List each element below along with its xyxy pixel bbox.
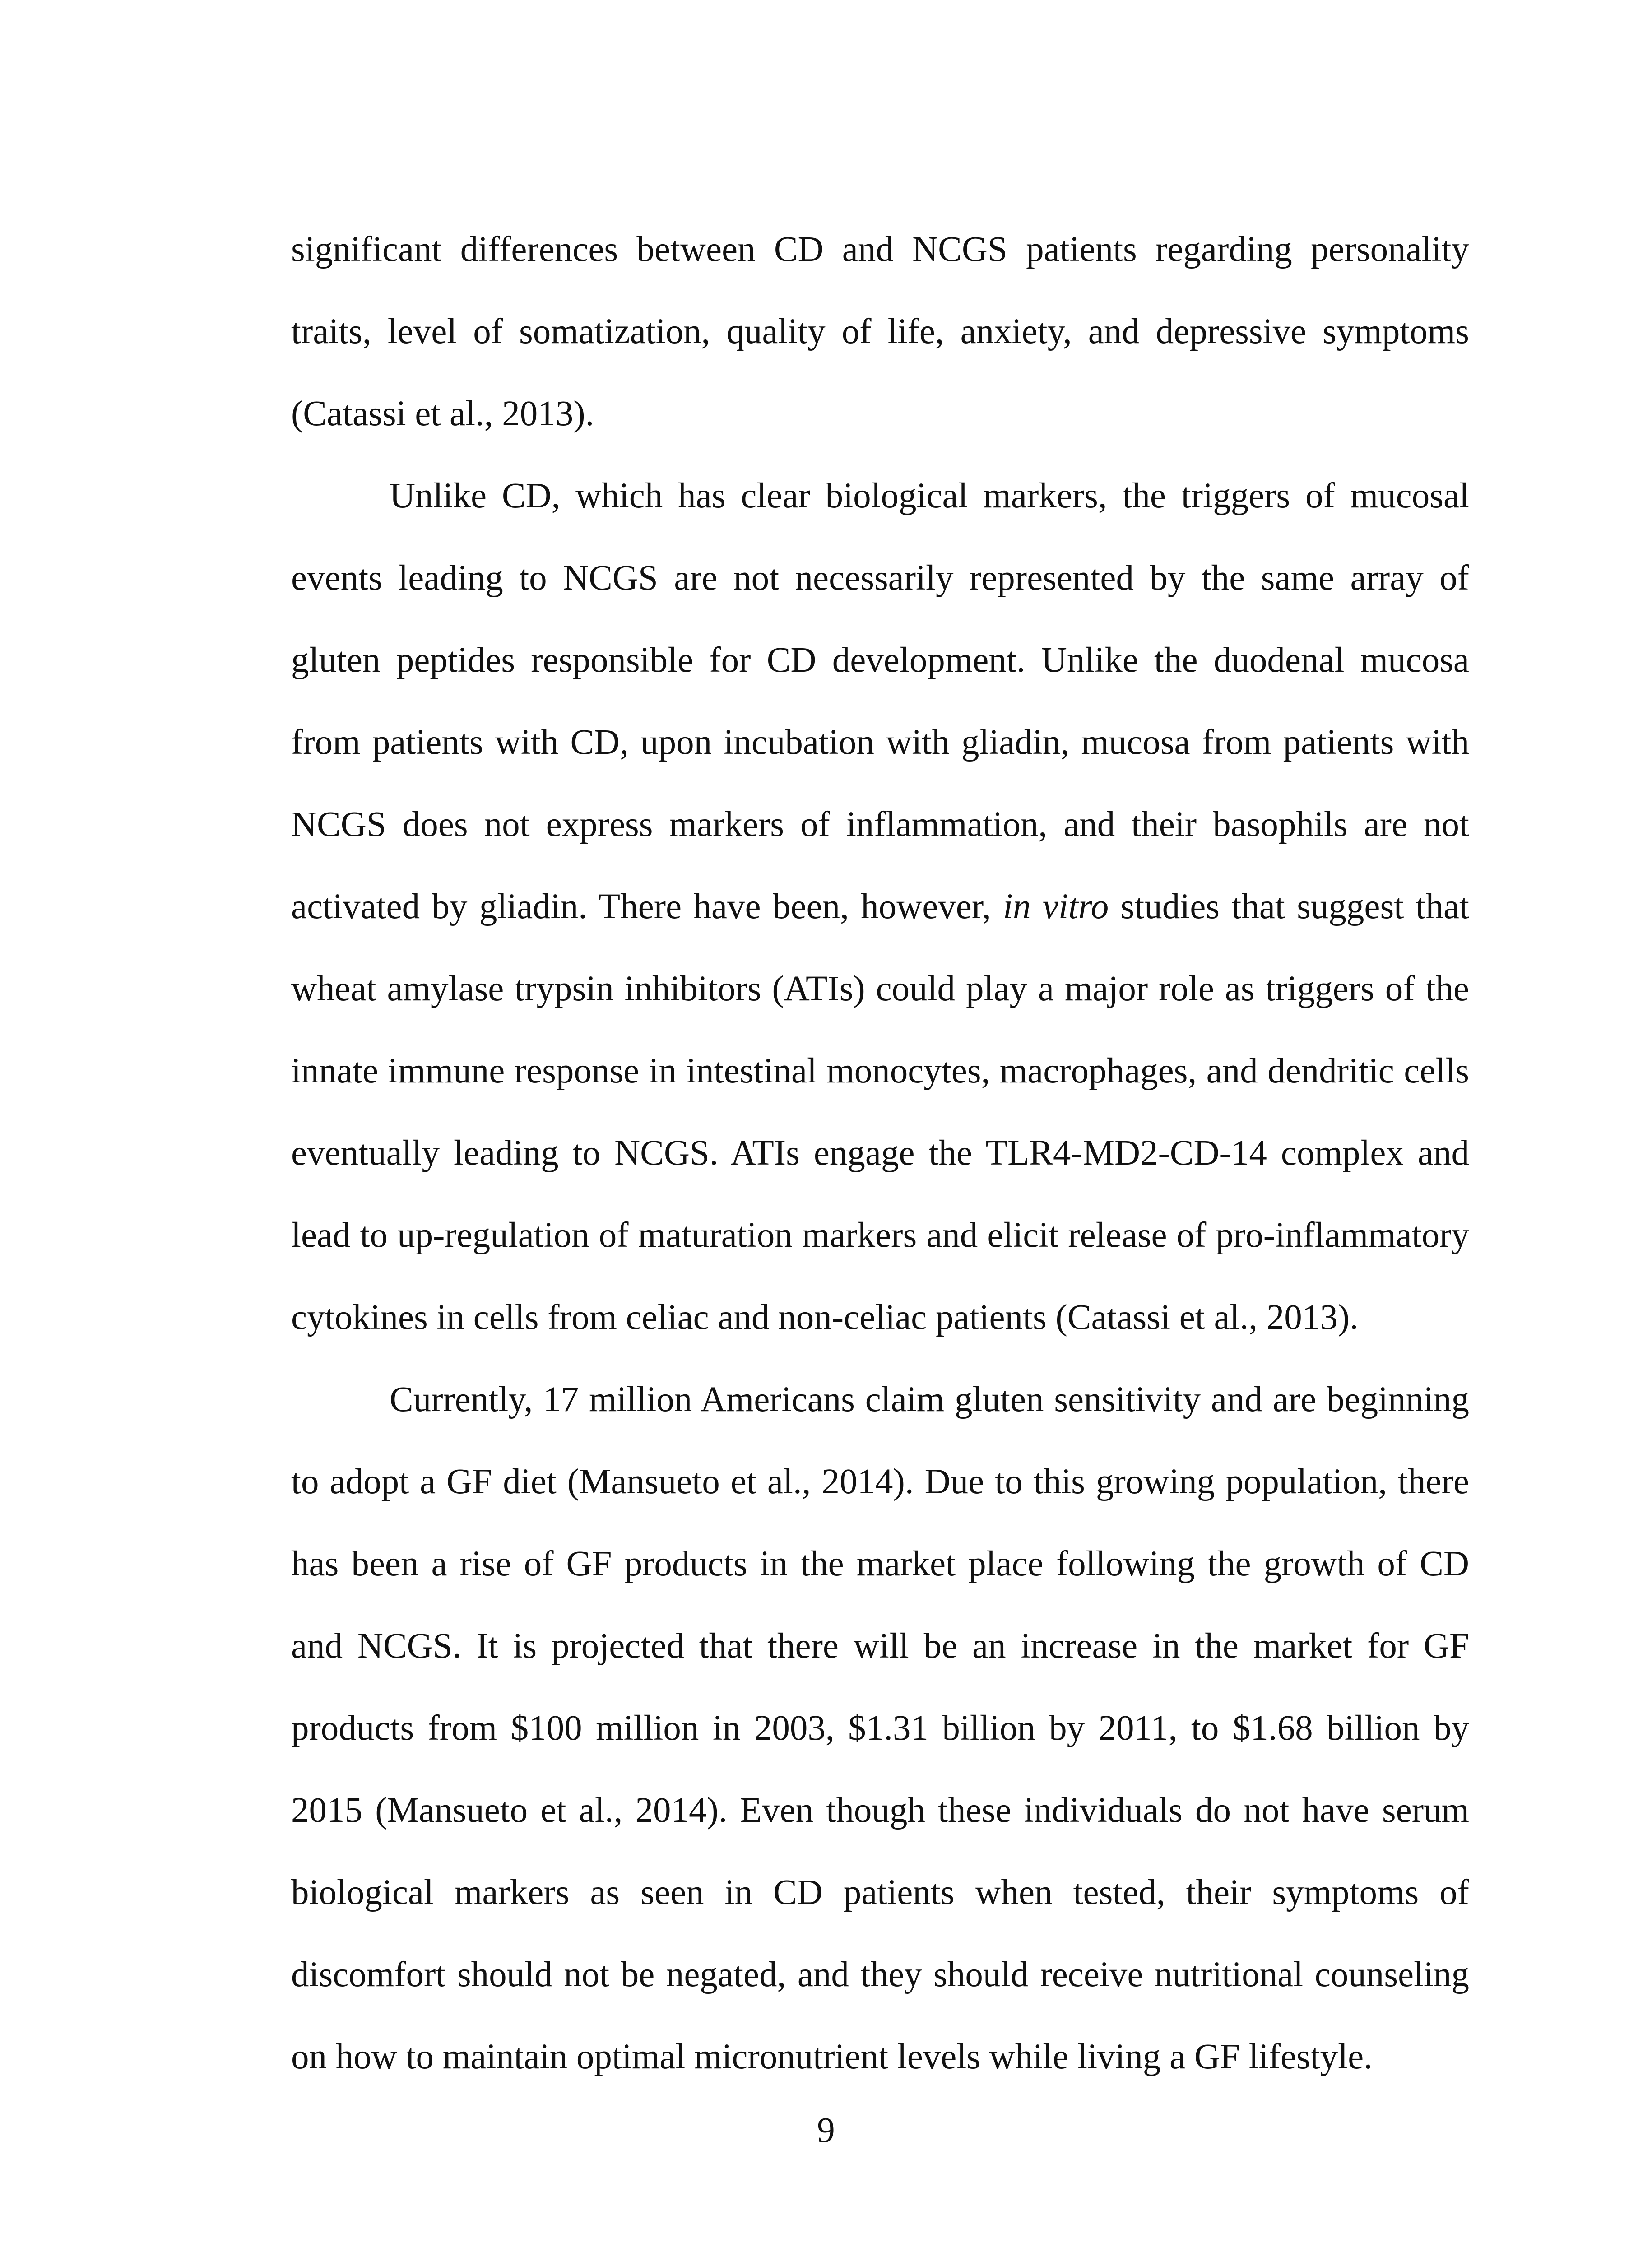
body-text — [291, 209, 1469, 2098]
paragraph-2-text-after-italic: studies that suggest that wheat amylase trypsin inhibitors (ATIs) could play a major role as triggers of the innate immune response in intestinal monocytes, macrophages, and dendritic cells eventually leading to NCGS. ATIs engage the TLR4-MD2-CD-14 complex and lead to up-regulation of maturation markers and elicit release of pro-inflammatory cytokines in cells from celiac and non-celiac patients (Catassi et al., 2013). — [291, 887, 1470, 1337]
paragraph-ncgs-triggers — [291, 455, 1469, 1359]
paragraph-2-italic-term: in vitro — [1003, 887, 1109, 926]
paragraph-gf-market — [291, 1359, 1469, 2098]
paragraph-2-text-before-italic: Unlike CD, which has clear biological markers, the triggers of mucosal events leading to NCGS are not necessarily represented by the same array of gluten peptides responsible for CD development. Unlike the duodenal mucosa from patients with CD, upon incubation with gliadin, mucosa from patients with NCGS does not express markers of inflammation, and their basophils are not activated by gliadin. There have been, however, — [291, 476, 1469, 926]
paragraph-continuation — [291, 209, 1469, 455]
paragraph-1-text: significant differences between CD and NCGS patients regarding personality traits, level of somatization, quality of life, anxiety, and depressive symptoms (Catassi et al., 2013). — [291, 230, 1469, 433]
page-number: 9 — [817, 2111, 835, 2150]
paragraph-3-text: Currently, 17 million Americans claim gluten sensitivity and are beginning to adopt a GF diet (Mansueto et al., 2014). Due to this growing population, there has been a rise of GF products in the market place following the growth of CD and NCGS. It is projected that there will be an increase in the market for GF products from $100 million in 2003, $1.31 billion by 2011, to $1.68 billion by 2015 (Mansueto et al., 2014). Even though these individuals do not have serum biological markers as seen in CD patients when tested, their symptoms of discomfort should not be negated, and they should receive nutritional counseling on how to maintain optimal micronutrient levels while living a GF lifestyle. — [291, 1380, 1469, 2076]
